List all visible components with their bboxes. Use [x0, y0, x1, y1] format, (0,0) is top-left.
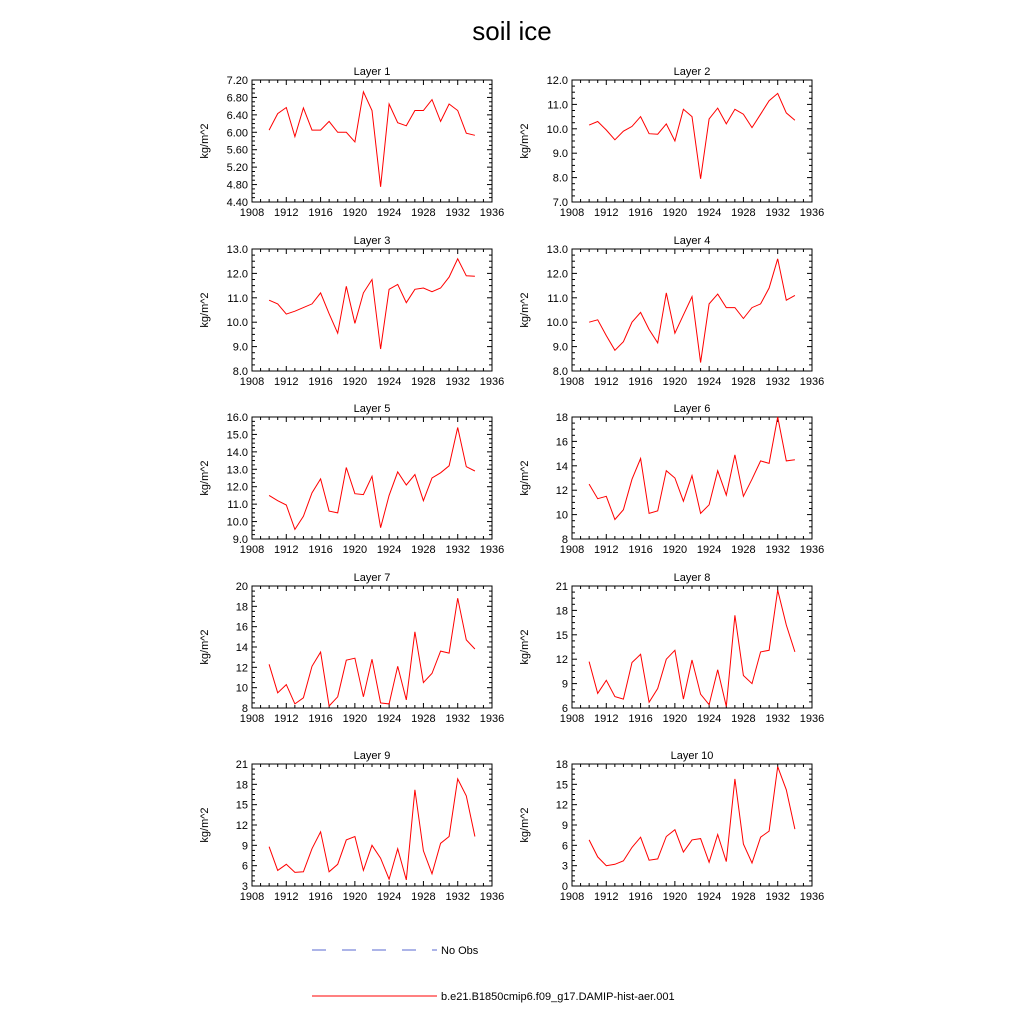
y-tick-label: 6.40	[226, 109, 248, 122]
y-axis-label: kg/m^2	[519, 629, 531, 665]
x-tick-label: 1908	[239, 713, 265, 725]
y-tick-label: 12.0	[546, 268, 568, 281]
y-tick-label: 18	[555, 412, 568, 424]
y-tick-label: 3	[241, 881, 248, 893]
panel-title: Layer 4	[673, 235, 711, 247]
x-tick-label: 1936	[479, 544, 505, 556]
plot-frame	[252, 586, 492, 708]
x-tick-label: 1920	[342, 713, 368, 725]
series-line	[589, 590, 795, 706]
y-tick-label: 13.0	[226, 464, 248, 477]
y-tick-label: 11.0	[547, 99, 568, 112]
x-tick-label: 1920	[662, 891, 688, 903]
x-tick-label: 1916	[628, 376, 653, 388]
x-tick-label: 1912	[594, 376, 619, 388]
y-tick-label: 5.20	[226, 162, 248, 175]
x-tick-label: 1932	[445, 544, 470, 556]
x-tick-label: 1932	[445, 891, 470, 903]
y-tick-label: 18	[555, 605, 568, 618]
x-tick-label: 1932	[765, 544, 790, 556]
y-axis-label: kg/m^2	[199, 629, 211, 665]
y-axis-label: kg/m^2	[519, 292, 531, 328]
y-tick-label: 15	[555, 629, 568, 642]
y-tick-label: 9	[561, 678, 568, 691]
plot-frame	[252, 249, 492, 371]
x-tick-label: 1928	[411, 376, 436, 388]
y-tick-label: 0	[561, 881, 568, 893]
plot-frame	[572, 417, 812, 539]
x-tick-label: 1924	[376, 713, 402, 725]
x-tick-label: 1912	[594, 544, 619, 556]
y-tick-label: 7.20	[226, 75, 248, 87]
y-tick-label: 15	[235, 799, 248, 812]
y-tick-label: 8.0	[232, 366, 248, 378]
x-tick-label: 1932	[445, 713, 470, 725]
x-tick-label: 1908	[239, 891, 265, 903]
x-tick-label: 1928	[411, 713, 436, 725]
y-tick-label: 10.0	[226, 516, 248, 529]
x-tick-label: 1932	[765, 376, 790, 388]
y-tick-label: 10.0	[546, 123, 568, 136]
x-tick-label: 1924	[376, 376, 402, 388]
x-tick-label: 1912	[594, 891, 619, 903]
panel-title: Layer 10	[670, 750, 714, 762]
y-tick-label: 16	[555, 436, 568, 449]
y-tick-label: 18	[555, 759, 568, 771]
x-tick-label: 1928	[411, 544, 436, 556]
series-line	[589, 767, 795, 866]
y-tick-label: 9	[561, 820, 568, 832]
y-tick-label: 9.0	[232, 341, 248, 354]
y-tick-label: 14	[235, 642, 248, 654]
y-tick-label: 15	[555, 779, 568, 792]
plot-frame	[252, 764, 492, 886]
y-tick-label: 3	[561, 860, 568, 873]
x-tick-label: 1908	[239, 376, 265, 388]
x-tick-label: 1936	[799, 713, 825, 725]
x-tick-label: 1912	[594, 207, 619, 219]
x-tick-label: 1924	[696, 207, 722, 219]
x-tick-label: 1908	[239, 544, 265, 556]
x-tick-label: 1928	[731, 891, 756, 903]
x-tick-label: 1936	[799, 544, 825, 556]
y-tick-label: 6	[561, 703, 568, 715]
x-tick-label: 1928	[731, 376, 756, 388]
y-tick-label: 16	[235, 621, 248, 634]
y-tick-label: 7.0	[552, 197, 568, 209]
series-line	[589, 93, 795, 178]
y-tick-label: 10	[555, 509, 568, 522]
x-tick-label: 1916	[628, 544, 653, 556]
y-tick-label: 14	[555, 460, 568, 473]
y-tick-label: 12.0	[546, 75, 568, 87]
y-axis-label: kg/m^2	[199, 460, 211, 496]
x-tick-label: 1924	[696, 544, 722, 556]
x-tick-label: 1908	[559, 891, 585, 903]
y-tick-label: 8.0	[552, 366, 568, 378]
plot-frame	[572, 80, 812, 202]
y-tick-label: 8.0	[552, 172, 568, 185]
chart-panel-9	[199, 750, 504, 903]
y-tick-label: 8	[241, 703, 248, 715]
x-tick-label: 1920	[662, 376, 688, 388]
x-tick-label: 1928	[731, 713, 756, 725]
x-tick-label: 1912	[274, 376, 299, 388]
series-line	[269, 259, 475, 349]
y-tick-label: 6.00	[226, 127, 248, 140]
y-axis-label: kg/m^2	[519, 460, 531, 496]
y-tick-label: 16.0	[226, 412, 248, 424]
chart-panel-8	[519, 572, 824, 725]
x-tick-label: 1932	[445, 376, 470, 388]
series-line	[269, 92, 475, 187]
legend-label-model: b.e21.B1850cmip6.f09_g17.DAMIP-hist-aer.001	[441, 991, 675, 1003]
y-axis-label: kg/m^2	[519, 123, 531, 159]
y-tick-label: 18	[235, 601, 248, 614]
y-tick-label: 6	[241, 860, 248, 873]
x-tick-label: 1936	[799, 376, 825, 388]
x-tick-label: 1932	[765, 207, 790, 219]
x-tick-label: 1916	[628, 207, 653, 219]
x-tick-label: 1920	[662, 544, 688, 556]
x-tick-label: 1916	[308, 713, 333, 725]
x-tick-label: 1920	[342, 376, 368, 388]
x-tick-label: 1916	[308, 376, 333, 388]
panel-title: Layer 2	[673, 66, 711, 78]
x-tick-label: 1936	[479, 207, 505, 219]
x-tick-label: 1916	[628, 713, 653, 725]
y-tick-label: 12	[555, 485, 568, 498]
x-tick-label: 1928	[731, 544, 756, 556]
x-tick-label: 1916	[628, 891, 653, 903]
chart-panel-6	[519, 403, 824, 556]
chart-panel-4	[519, 235, 824, 388]
x-tick-label: 1932	[445, 207, 470, 219]
y-tick-label: 9.0	[552, 341, 568, 354]
x-tick-label: 1912	[274, 544, 299, 556]
legend-label-no-obs: No Obs	[441, 945, 479, 957]
y-tick-label: 10.0	[546, 317, 568, 330]
series-line	[589, 417, 795, 520]
chart-panel-1	[199, 66, 504, 219]
x-tick-label: 1920	[342, 544, 368, 556]
plot-frame	[572, 249, 812, 371]
series-line	[589, 259, 795, 363]
series-line	[269, 598, 475, 706]
y-tick-label: 10	[235, 682, 248, 695]
y-tick-label: 13.0	[546, 244, 568, 256]
x-tick-label: 1920	[342, 891, 368, 903]
panel-title: Layer 7	[353, 572, 391, 584]
chart-panel-2	[519, 66, 824, 219]
x-tick-label: 1936	[799, 207, 825, 219]
y-tick-label: 21	[555, 581, 568, 593]
y-tick-label: 15.0	[226, 429, 248, 442]
y-tick-label: 9.0	[232, 534, 248, 546]
page-title: soil ice	[472, 16, 552, 46]
chart-panel-10	[519, 750, 824, 903]
x-tick-label: 1920	[662, 207, 688, 219]
y-tick-label: 9.0	[552, 148, 568, 161]
x-tick-label: 1908	[559, 544, 585, 556]
x-tick-label: 1912	[274, 713, 299, 725]
y-tick-label: 12.0	[226, 481, 248, 494]
series-line	[269, 428, 475, 530]
y-axis-label: kg/m^2	[199, 292, 211, 328]
x-tick-label: 1928	[731, 207, 756, 219]
x-tick-label: 1924	[376, 207, 402, 219]
y-tick-label: 11.0	[227, 499, 248, 512]
panel-title: Layer 3	[353, 235, 391, 247]
y-tick-label: 11.0	[547, 292, 568, 305]
x-tick-label: 1912	[274, 207, 299, 219]
panel-title: Layer 8	[673, 572, 711, 584]
y-tick-label: 10.0	[226, 317, 248, 330]
x-tick-label: 1924	[696, 376, 722, 388]
y-tick-label: 4.40	[226, 197, 248, 209]
x-tick-label: 1928	[411, 891, 436, 903]
y-tick-label: 9	[241, 840, 248, 853]
x-tick-label: 1932	[765, 713, 790, 725]
panel-title: Layer 9	[353, 750, 391, 762]
x-tick-label: 1924	[696, 891, 722, 903]
plot-frame	[252, 80, 492, 202]
y-tick-label: 12	[235, 662, 248, 675]
y-tick-label: 11.0	[227, 292, 248, 305]
x-tick-label: 1936	[799, 891, 825, 903]
x-tick-label: 1920	[342, 207, 368, 219]
chart-panel-3	[199, 235, 504, 388]
x-tick-label: 1936	[479, 891, 505, 903]
y-tick-label: 12	[235, 820, 248, 832]
x-tick-label: 1936	[479, 376, 505, 388]
x-tick-label: 1932	[765, 891, 790, 903]
chart-panel-5	[199, 403, 504, 556]
x-tick-label: 1912	[594, 713, 619, 725]
x-tick-label: 1928	[411, 207, 436, 219]
x-tick-label: 1916	[308, 544, 333, 556]
panel-title: Layer 5	[353, 403, 391, 415]
y-tick-label: 5.60	[226, 144, 248, 157]
y-tick-label: 4.80	[226, 179, 248, 192]
y-tick-label: 14.0	[226, 446, 248, 459]
x-tick-label: 1924	[696, 713, 722, 725]
y-axis-label: kg/m^2	[519, 807, 531, 843]
y-tick-label: 21	[235, 759, 248, 771]
x-tick-label: 1908	[559, 376, 585, 388]
x-tick-label: 1908	[559, 207, 585, 219]
y-tick-label: 6	[561, 840, 568, 853]
x-tick-label: 1908	[239, 207, 265, 219]
x-tick-label: 1924	[376, 544, 402, 556]
series-line	[269, 779, 475, 880]
y-tick-label: 18	[235, 779, 248, 792]
chart-panel-7	[199, 572, 504, 725]
x-tick-label: 1912	[274, 891, 299, 903]
x-tick-label: 1936	[479, 713, 505, 725]
x-tick-label: 1916	[308, 891, 333, 903]
y-tick-label: 12	[555, 799, 568, 812]
x-tick-label: 1908	[559, 713, 585, 725]
y-tick-label: 8	[561, 534, 568, 546]
y-tick-label: 12	[555, 654, 568, 667]
x-tick-label: 1920	[662, 713, 688, 725]
y-axis-label: kg/m^2	[199, 123, 211, 159]
y-tick-label: 20	[235, 581, 248, 593]
legend	[312, 945, 675, 1003]
y-tick-label: 12.0	[226, 268, 248, 281]
panel-title: Layer 1	[353, 66, 391, 78]
panel-title: Layer 6	[673, 403, 711, 415]
y-tick-label: 6.80	[226, 92, 248, 105]
x-tick-label: 1924	[376, 891, 402, 903]
y-tick-label: 13.0	[226, 244, 248, 256]
y-axis-label: kg/m^2	[199, 807, 211, 843]
x-tick-label: 1916	[308, 207, 333, 219]
